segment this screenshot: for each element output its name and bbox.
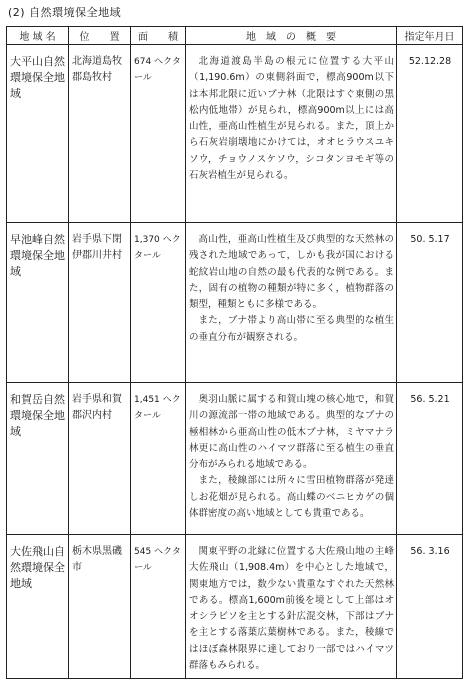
area-summary <box>186 383 397 535</box>
header-summary: 地 域 の 概 要 <box>186 27 397 45</box>
table-header-row <box>7 27 463 45</box>
area-location: 岩手県下閉伊郡川井村 <box>69 223 131 383</box>
section-heading <box>8 4 121 20</box>
summary-paragraph: 関東平野の北縁に位置する大佐飛山地の主峰大佐飛山（1,908.4m）を中心とした地域で，関東地方では，数少ない貴重なすぐれた天然林である。標高1,600m前後を境として上部はオオシラビソを主とする針広混交林，下部はブナを主とする落葉広葉樹林である。また，稜線ではほぼ森林限界に達しており一部ではハイマツ群落もみられる。 <box>189 546 394 672</box>
designation-date: 50. 5.17 <box>397 223 463 383</box>
area-summary <box>186 223 397 383</box>
header-area-name: 地 域 名 <box>7 27 69 45</box>
area-location: 栃木県黒磯市 <box>69 535 131 679</box>
table-row <box>7 535 463 679</box>
designation-date: 56. 5.21 <box>397 383 463 535</box>
section-title: 自然環境保全地域 <box>29 6 122 19</box>
header-location: 位 置 <box>69 27 131 45</box>
section-number: (2) <box>8 6 26 19</box>
area-name: 早池峰自然環境保全地域 <box>7 223 69 383</box>
area-name: 大佐飛山自然環境保全地域 <box>7 535 69 679</box>
designation-date: 52.12.28 <box>397 45 463 223</box>
area-summary <box>186 535 397 679</box>
header-designation-date: 指定年月日 <box>397 27 463 45</box>
area-name: 大平山自然環境保全地域 <box>7 45 69 223</box>
protected-areas-table <box>6 26 463 679</box>
area-size: 1,451 ヘクタール <box>131 383 186 535</box>
area-location: 北海道島牧郡島牧村 <box>69 45 131 223</box>
table-row <box>7 223 463 383</box>
header-area-size: 面 積 <box>131 27 186 45</box>
area-size: 1,370 ヘクタール <box>131 223 186 383</box>
summary-paragraph: 奥羽山脈に属する和賀山塊の核心地で，和賀川の源流部一帯の地域である。典型的なブナの極相林から亜高山性の低木ブナ林，ミヤマナラ林更に高山性のハイマツ群落に至る植生の垂直分布がみられる地域である。 <box>189 394 394 471</box>
area-size: 674 ヘクタール <box>131 45 186 223</box>
area-location: 岩手県和賀郡沢内村 <box>69 383 131 535</box>
summary-paragraph: また，稜線部には所々に雪田植物群落が発達しお花畑が見られる。高山蝶のベニヒカゲの個体群密度の高い地域としても貴重である。 <box>189 475 394 520</box>
designation-date: 56. 3.16 <box>397 535 463 679</box>
summary-paragraph: 高山性，亜高山性植生及び典型的な天然林の残された地域であって，しかも我が国における蛇紋岩山地の自然の最も代表的な例である。また，固有の植物の種類が特に多く，植物群落の類型，種類ともに多様である。 <box>189 234 394 311</box>
table-row <box>7 45 463 223</box>
area-size: 545 ヘクタール <box>131 535 186 679</box>
area-summary <box>186 45 397 223</box>
table-row <box>7 383 463 535</box>
summary-paragraph: また，ブナ帯より高山帯に至る典型的な植生の垂直分布が観察される。 <box>189 315 394 343</box>
area-name: 和賀岳自然環境保全地域 <box>7 383 69 535</box>
summary-paragraph: 北海道渡島半島の根元に位置する大平山（1,190.6m）の東側斜面で，標高900m以下は本邦北限に近いブナ林（北限はすぐ東側の黒松内低地帯）が見られ，標高900m以上には高山性，亜高山性植生が見られる。また，頂上から石灰岩崩壊地にかけては，オオヒラウスユキソウ，チョウノスケソウ，シコタンヨモギ等の石灰岩植生が見られる。 <box>189 56 394 182</box>
